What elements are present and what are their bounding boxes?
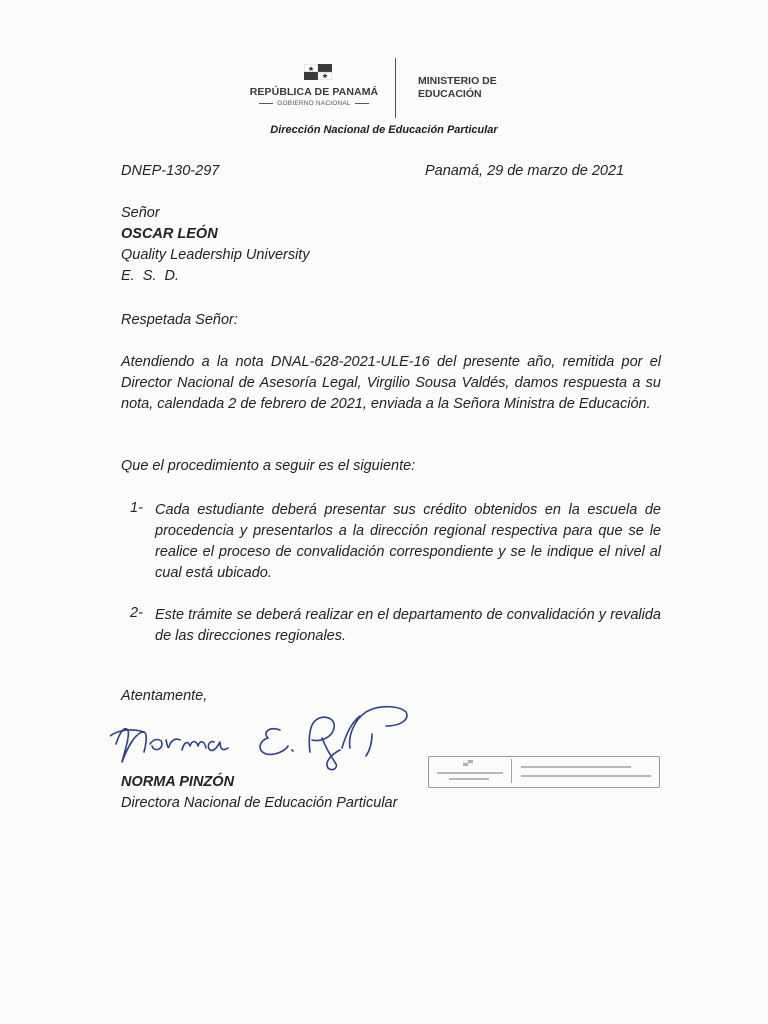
government-text: GOBIERNO NACIONAL <box>277 100 351 107</box>
list-item-2-number: 2- <box>130 605 143 621</box>
list-item-1-text: Cada estudiante deberá presentar sus crédito obtenidos en la escuela de procedencia y presentarlos a la dirección regional respectiva para que se le realice el proceso de convalidación correspondiente y se le indique el nivel al cual está ubicado. <box>155 502 661 581</box>
recipient-title: Señor <box>121 205 160 221</box>
ministry-line-2: EDUCACIÓN <box>418 88 482 100</box>
salutation: Respetada Señor: <box>121 312 238 328</box>
stamp-left-subtext-mark <box>449 778 489 780</box>
body-paragraph-1: Atendiendo a la nota DNAL-628-2021-ULE-16 del presente año, remitida por el Director Nacional de Asesoría Legal, Virgilio Sousa Valdés, damos respuesta a su nota, calendada 2 de febrero de 2021, enviada a la Señora Ministra de Educación. <box>121 354 661 412</box>
direction-heading: Dirección Nacional de Educación Particular <box>270 124 498 136</box>
panama-flag-icon <box>304 64 332 80</box>
stamp-right-line-2-mark <box>521 775 651 777</box>
closing: Atentamente, <box>121 688 208 704</box>
republic-name: REPÚBLICA DE PANAMÁ <box>249 86 379 98</box>
ministry-line-1: MINISTERIO DE <box>418 75 497 87</box>
signatory-name: NORMA PINZÓN <box>121 774 235 790</box>
official-stamp <box>428 756 660 788</box>
government-line <box>248 100 380 107</box>
signatory-title: Directora Nacional de Educación Particular <box>121 795 398 811</box>
letterhead-divider <box>395 58 396 118</box>
ministry-name <box>418 75 497 101</box>
stamp-right-line-1-mark <box>521 766 631 768</box>
list-item-1-number: 1- <box>130 500 143 516</box>
letter-date: Panamá, 29 de marzo de 2021 <box>425 163 625 179</box>
recipient-name: OSCAR LEÓN <box>121 226 218 242</box>
stamp-flag-icon <box>463 760 473 766</box>
gov-rule-right <box>355 103 369 104</box>
recipient-institution: Quality Leadership University <box>121 247 310 263</box>
reference-number: DNEP-130-297 <box>121 163 220 179</box>
stamp-left-text-mark <box>437 772 503 774</box>
recipient-esd: E. S. D. <box>121 268 180 284</box>
stamp-divider <box>511 759 512 783</box>
letterhead <box>0 0 768 150</box>
list-item-2-text: Este trámite se deberá realizar en el departamento de convalidación y revalida de las direcciones regionales. <box>155 607 661 644</box>
gov-rule-left <box>259 103 273 104</box>
body-paragraph-2: Que el procedimiento a seguir es el siguiente: <box>121 458 416 474</box>
